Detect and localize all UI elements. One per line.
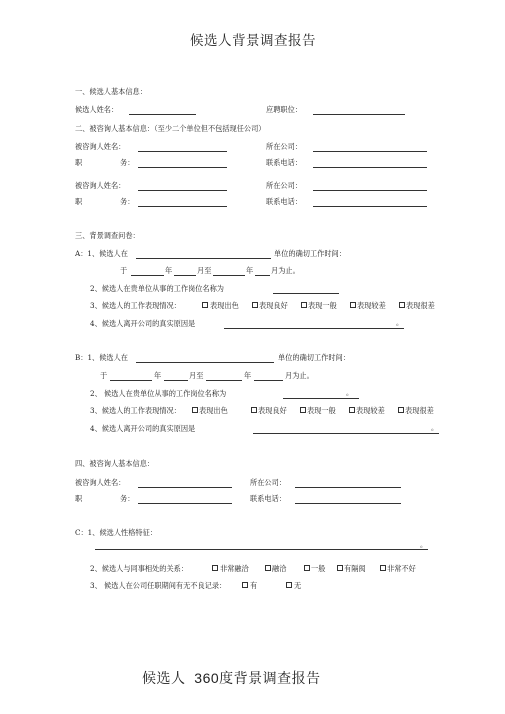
b-year-1: 年 <box>154 371 162 380</box>
a-end-month-field[interactable] <box>255 275 270 276</box>
section-3-heading: 三、背景调查问卷： <box>75 231 140 240</box>
referee-2-company-label: 所在公司： <box>266 181 302 190</box>
c-q3-option-yes-label: 有 <box>250 581 258 590</box>
b-option-2-label: 表现良好 <box>258 406 287 415</box>
b-q2-period: 。 <box>346 389 353 397</box>
referee-1-name-field[interactable] <box>138 151 227 152</box>
a-q4-period: 。 <box>396 319 403 327</box>
c-q2-option-3-checkbox[interactable] <box>304 565 310 571</box>
referee-1-phone-label: 联系电话： <box>266 158 302 167</box>
b-option-5-label: 表现很差 <box>405 406 434 415</box>
b-option-4-label: 表现较差 <box>356 406 385 415</box>
a-option-4-checkbox[interactable] <box>350 302 356 308</box>
c-q2-option-2-label: 融洽 <box>272 564 287 573</box>
b-start-month-field[interactable] <box>164 380 188 381</box>
c-q2-option-3-label: 一般 <box>311 564 326 573</box>
a-q4-label: 4、候选人离开公司的真实原因是 <box>90 319 196 328</box>
c-q3-label: 3、 候选人在公司任职期间有无不良记录： <box>90 581 227 590</box>
b-option-3-label: 表现一般 <box>307 406 336 415</box>
referee-1-name-label: 被咨询人姓名： <box>75 142 126 151</box>
a-option-5-label: 表现很差 <box>406 301 435 310</box>
c-q3-option-yes-checkbox[interactable] <box>242 582 248 588</box>
a-q1-prefix: A：1、候选人在 <box>75 249 128 258</box>
a-job-title-field[interactable] <box>273 293 339 294</box>
c-q1-label: C：1、候选人性格特征： <box>75 528 157 537</box>
referee-2-title-field[interactable] <box>138 206 227 207</box>
b-q1-suffix: 单位的确切工作时间： <box>278 353 350 362</box>
b-q4-period: 。 <box>431 424 438 432</box>
b-q2-label: 2、 候选人在贵单位从事的工作岗位名称为 <box>90 389 227 398</box>
referee-3-title-field[interactable] <box>138 503 232 504</box>
referee-3-name-field[interactable] <box>138 487 232 488</box>
referee-2-title-label-a: 职 <box>75 197 83 206</box>
a-q1-suffix: 单位的确切工作时间： <box>274 249 346 258</box>
b-option-5-checkbox[interactable] <box>398 407 404 413</box>
b-end-month-field[interactable] <box>254 380 283 381</box>
b-q3-label: 3、候选人的工作表现情况： <box>90 406 181 415</box>
footer-title: 候选人 360度背景调查报告 <box>142 670 321 686</box>
a-end-year-field[interactable] <box>213 275 245 276</box>
referee-2-company-field[interactable] <box>313 190 427 191</box>
referee-1-company-label: 所在公司： <box>266 142 302 151</box>
a-option-4-label: 表现较差 <box>357 301 386 310</box>
section-2-heading: 二、被咨询人基本信息：（至少二个单位但不包括现任公司） <box>75 124 266 133</box>
b-year-2: 年 <box>244 371 252 380</box>
referee-2-phone-label: 联系电话： <box>266 197 302 206</box>
b-company-field[interactable] <box>136 362 274 363</box>
referee-1-company-field[interactable] <box>313 151 427 152</box>
b-option-2-checkbox[interactable] <box>251 407 257 413</box>
referee-3-company-label: 所在公司： <box>250 478 286 487</box>
page-title: 候选人背景调查报告 <box>190 33 316 49</box>
b-start-year-field[interactable] <box>110 380 152 381</box>
a-time-from: 于 <box>120 266 128 275</box>
a-q3-label: 3、候选人的工作表现情况： <box>90 301 181 310</box>
referee-3-company-field[interactable] <box>295 487 401 488</box>
b-q1-prefix: B：1、候选人在 <box>75 353 128 362</box>
referee-3-title-label-b: 务： <box>120 494 135 503</box>
c-personality-field[interactable] <box>95 549 428 550</box>
referee-3-phone-label: 联系电话： <box>250 494 286 503</box>
a-company-field[interactable] <box>136 258 271 259</box>
c-q2-option-4-checkbox[interactable] <box>337 565 343 571</box>
a-option-2-label: 表现良好 <box>259 301 288 310</box>
referee-3-title-label-a: 职 <box>75 494 83 503</box>
b-leave-reason-field[interactable] <box>253 433 439 434</box>
b-q4-label: 4、候选人离开公司的真实原因是 <box>90 424 196 433</box>
section-1-heading: 一、候选人基本信息： <box>75 87 147 96</box>
a-start-year-field[interactable] <box>131 275 164 276</box>
referee-1-title-label-a: 职 <box>75 158 83 167</box>
b-option-1-label: 表现出色 <box>199 406 228 415</box>
a-option-3-label: 表现一般 <box>308 301 337 310</box>
a-option-2-checkbox[interactable] <box>252 302 258 308</box>
referee-2-phone-field[interactable] <box>313 206 427 207</box>
referee-1-title-field[interactable] <box>138 167 227 168</box>
c-q1-period: 。 <box>420 541 427 549</box>
referee-2-name-label: 被咨询人姓名： <box>75 181 126 190</box>
b-month-to: 月至 <box>189 371 204 380</box>
a-leave-reason-field[interactable] <box>224 328 404 329</box>
referee-1-title-label-b: 务： <box>120 158 135 167</box>
referee-3-name-label: 被咨询人姓名： <box>75 478 126 487</box>
candidate-name-label: 候选人姓名： <box>75 105 119 114</box>
a-option-1-label: 表现出色 <box>210 301 239 310</box>
a-end: 月为止。 <box>271 266 300 275</box>
c-q2-option-2-checkbox[interactable] <box>265 565 271 571</box>
a-option-3-checkbox[interactable] <box>301 302 307 308</box>
c-q2-option-5-checkbox[interactable] <box>380 565 386 571</box>
a-option-5-checkbox[interactable] <box>399 302 405 308</box>
a-year-1: 年 <box>165 266 173 275</box>
b-end-year-field[interactable] <box>206 380 242 381</box>
a-year-2: 年 <box>246 266 254 275</box>
b-option-1-checkbox[interactable] <box>192 407 198 413</box>
c-q2-option-1-checkbox[interactable] <box>212 565 218 571</box>
b-end: 月为止。 <box>285 371 314 380</box>
section-4-heading: 四、被咨询人基本信息： <box>75 459 155 468</box>
b-option-3-checkbox[interactable] <box>300 407 306 413</box>
c-q3-option-no-label: 无 <box>294 581 302 590</box>
c-q2-label: 2、候选人与同事相处的关系： <box>90 564 189 573</box>
referee-2-name-field[interactable] <box>138 190 227 191</box>
a-month-to: 月至 <box>197 266 212 275</box>
b-option-4-checkbox[interactable] <box>349 407 355 413</box>
a-start-month-field[interactable] <box>174 275 196 276</box>
applied-position-label: 应聘职位： <box>266 105 302 114</box>
a-q2-label: 2、候选人在贵单位从事的工作岗位名称为 <box>90 284 224 293</box>
candidate-name-field[interactable] <box>129 114 196 115</box>
b-time-from: 于 <box>100 371 108 380</box>
c-q2-option-1-label: 非常融洽 <box>220 564 249 573</box>
c-q2-option-5-label: 非常不好 <box>387 564 416 573</box>
b-job-title-field[interactable] <box>283 398 359 399</box>
referee-3-phone-field[interactable] <box>295 503 401 504</box>
c-q2-option-4-label: 有隔阂 <box>344 564 366 573</box>
a-option-1-checkbox[interactable] <box>202 302 208 308</box>
c-q3-option-no-checkbox[interactable] <box>286 582 292 588</box>
referee-2-title-label-b: 务： <box>120 197 135 206</box>
referee-1-phone-field[interactable] <box>313 167 427 168</box>
applied-position-field[interactable] <box>313 114 405 115</box>
